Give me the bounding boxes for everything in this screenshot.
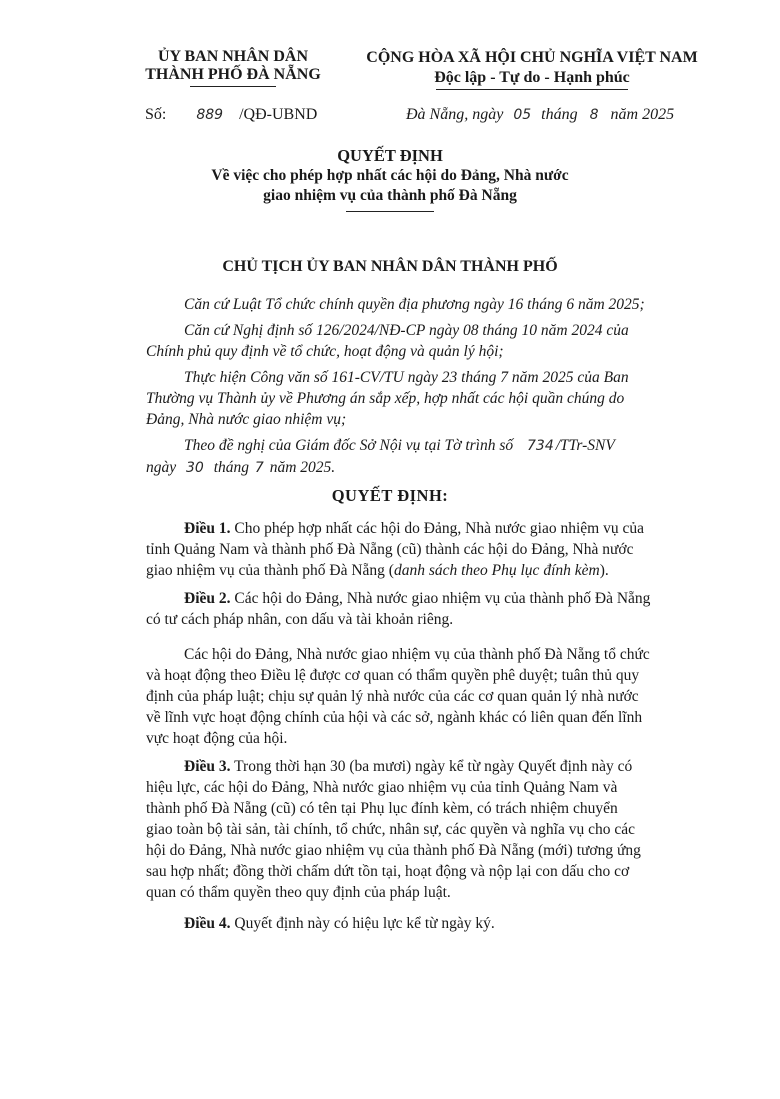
date-place: Đà Nẵng, ngày (406, 106, 504, 123)
national-motto (362, 48, 702, 88)
article-1: Điều 1. Cho phép hợp nhất các hội do Đảng, Nhà nước giao nhiệm vụ của tỉnh Quảng Nam và thành phố Đà Nẵng (cũ) thành các hội do Đảng, Nhà nước giao nhiệm vụ của thành phố Đà Nẵng (danh sách theo Phụ lục đính kèm). (146, 520, 644, 579)
basis-3: Thực hiện Công văn số 161-CV/TU ngày 23 tháng 7 năm 2025 của Ban Thường vụ Thành ủy về Phương án sắp xếp, hợp nhất các hội quần chúng do Đảng, Nhà nước giao nhiệm vụ; (146, 369, 629, 428)
date-month: 8 (589, 107, 599, 123)
legal-bases (146, 294, 688, 479)
article-3-label: Điều 3. (184, 758, 231, 775)
issuing-agency (118, 48, 348, 84)
proposal-day: 30 (186, 460, 204, 476)
doc-number-value: 889 (196, 107, 224, 123)
article-1-label: Điều 1. (184, 520, 231, 537)
agency-line-2: THÀNH PHỐ ĐÀ NẴNG (145, 66, 321, 83)
nation-line-2: Độc lập - Tự do - Hạnh phúc (434, 69, 630, 86)
proposal-month: 7 (254, 460, 264, 476)
proposal-basis: Theo đề nghị của Giám đốc Sở Nội vụ tại Tờ trình số 734 /TTr-SNV ngày 30 tháng 7 năm 2025. (146, 437, 615, 476)
motto-underline (436, 89, 628, 90)
subject-line-2: giao nhiệm vụ của thành phố Đà Nẵng (263, 187, 517, 204)
agency-underline (190, 86, 276, 87)
doc-number-suffix: /QĐ-UBND (239, 106, 318, 123)
basis-1: Căn cứ Luật Tổ chức chính quyền địa phương ngày 16 tháng 6 năm 2025; (184, 296, 645, 313)
doc-number-label: Số: (145, 106, 167, 123)
decision-heading: QUYẾT ĐỊNH: (331, 486, 449, 505)
signing-authority: CHỦ TỊCH ỦY BAN NHÂN DÂN THÀNH PHỐ (222, 258, 558, 275)
issue-date (406, 106, 674, 124)
article-2: Điều 2. Các hội do Đảng, Nhà nước giao nhiệm vụ của thành phố Đà Nẵng có tư cách pháp nhân, con dấu và tài khoản riêng. (146, 590, 651, 628)
article-4-label: Điều 4. (184, 915, 231, 932)
document-number (145, 106, 317, 124)
subject-underline (346, 211, 434, 212)
articles (146, 518, 688, 934)
article-4: Điều 4. Quyết định này có hiệu lực kể từ ngày ký. (184, 915, 495, 932)
date-year: năm 2025 (610, 106, 675, 123)
article-2-paragraph-2: Các hội do Đảng, Nhà nước giao nhiệm vụ của thành phố Đà Nẵng tổ chức và hoạt động theo Điều lệ được cơ quan có thẩm quyền phê duyệt; tuân thủ quy định của pháp luật; chịu sự quản lý nhà nước của các cơ quan quản lý nhà nước về lĩnh vực hoạt động chính của hội và các sở, ngành khác có liên quan đến lĩnh vực hoạt động của hội. (146, 646, 650, 747)
proposal-number: 734 (527, 438, 554, 454)
nation-line-1: CỘNG HÒA XÃ HỘI CHỦ NGHĨA VIỆT NAM (366, 49, 698, 66)
agency-line-1: ỦY BAN NHÂN DÂN (157, 48, 309, 65)
date-month-label: tháng (541, 106, 578, 123)
article-2-label: Điều 2. (184, 590, 231, 607)
document-title: QUYẾT ĐỊNH (337, 146, 443, 165)
date-day: 05 (513, 107, 532, 123)
basis-2: Căn cứ Nghị định số 126/2024/NĐ-CP ngày 08 tháng 10 năm 2024 của Chính phủ quy định về tổ chức, hoạt động và quản lý hội; (146, 322, 629, 360)
subject-line-1: Về việc cho phép hợp nhất các hội do Đảng, Nhà nước (211, 167, 569, 184)
document-subject (160, 166, 620, 206)
article-3: Điều 3. Trong thời hạn 30 (ba mươi) ngày kể từ ngày Quyết định này có hiệu lực, các hội do Đảng, Nhà nước giao nhiệm vụ của tỉnh Quảng Nam và thành phố Đà Nẵng (cũ) có tên tại Phụ lục đính kèm, có trách nhiệm chuyển giao toàn bộ tài sản, tài chính, tổ chức, nhân sự, các quyền và nghĩa vụ cho các hội do Đảng, Nhà nước giao nhiệm vụ của thành phố Đà Nẵng (mới) tương ứng sau hợp nhất; đồng thời chấm dứt tồn tại, hoạt động và nộp lại con dấu cho cơ quan có thẩm quyền theo quy định của pháp luật. (146, 758, 641, 901)
